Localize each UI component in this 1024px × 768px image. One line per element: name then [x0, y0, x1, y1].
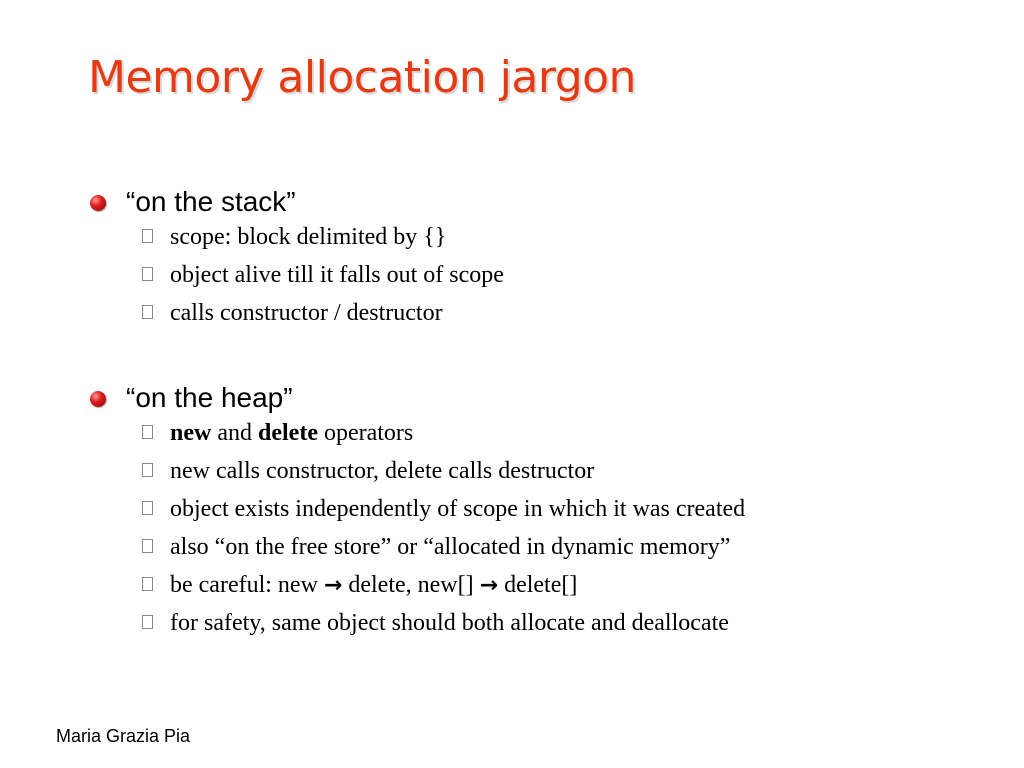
square-bullet-icon	[142, 577, 153, 591]
keyword-new: new	[170, 420, 212, 446]
red-ball-bullet-icon	[90, 195, 106, 211]
list-item-text: scope: block delimited by {}	[170, 224, 447, 250]
square-bullet-icon	[142, 229, 153, 243]
footer-author: Maria Grazia Pia	[56, 726, 191, 746]
right-arrow-icon: →	[323, 573, 343, 598]
square-bullet-icon	[142, 501, 153, 515]
list-item-text: object exists independently of scope in which it was created	[170, 496, 746, 522]
square-bullet-icon	[142, 463, 153, 477]
text-post: delete[]	[498, 572, 578, 598]
section-heading: “on the stack”	[126, 186, 296, 217]
list-item-text: object alive till it falls out of scope	[170, 262, 504, 288]
red-ball-bullet-icon	[90, 391, 106, 407]
text-careful: be careful: new	[170, 572, 324, 598]
square-bullet-icon	[142, 615, 153, 629]
text-mid: delete, new[]	[342, 572, 480, 598]
list-item-text	[170, 566, 577, 605]
list-item-text: new calls constructor, delete calls destructor	[170, 458, 595, 484]
list-item-text	[170, 414, 413, 452]
square-bullet-icon	[142, 267, 153, 281]
keyword-delete: delete	[258, 420, 318, 446]
slide-title: Memory allocation jargon	[88, 52, 636, 103]
list-item-text: calls constructor / destructor	[170, 300, 443, 326]
text-operators: operators	[317, 420, 414, 446]
square-bullet-icon	[142, 539, 153, 553]
list-item-text: for safety, same object should both allocate and deallocate	[170, 610, 729, 636]
list-item-text: also “on the free store” or “allocated in dynamic memory”	[170, 534, 731, 560]
square-bullet-icon	[142, 425, 153, 439]
text-and: and	[211, 420, 258, 446]
right-arrow-icon: →	[479, 573, 499, 598]
square-bullet-icon	[142, 305, 153, 319]
section-heading: “on the heap”	[126, 382, 293, 413]
